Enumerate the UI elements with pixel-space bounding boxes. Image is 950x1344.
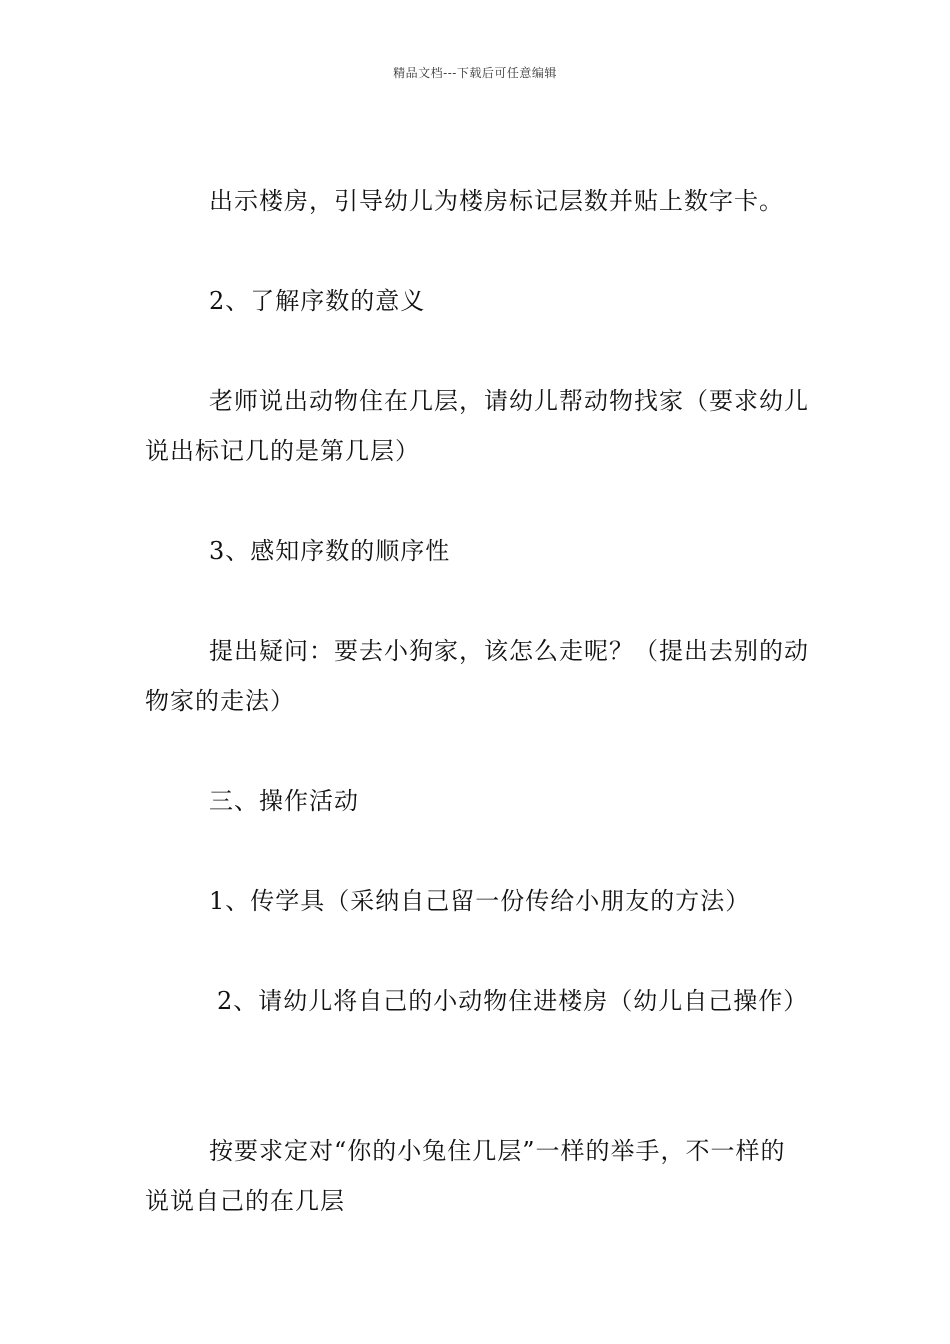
paragraph-2: 2、了解序数的意义 bbox=[209, 287, 426, 315]
page-header: 精品文档---下载后可任意编辑 bbox=[393, 66, 557, 80]
paragraph-5: 提出疑问：要去小狗家，该怎么走呢？（提出去别的动物家的走法） bbox=[145, 637, 809, 715]
paragraph-4: 3、感知序数的顺序性 bbox=[209, 537, 451, 565]
paragraph-8: 2、请幼儿将自己的小动物住进楼房（幼儿自己操作） bbox=[217, 987, 809, 1015]
paragraph-3: 老师说出动物住在几层，请幼儿帮动物找家（要求幼儿说出标记几的是第几层） bbox=[145, 387, 809, 465]
paragraph-9: 按要求定对“你的小兔住几层”一样的举手，不一样的说说自己的在几层 bbox=[145, 1137, 786, 1215]
paragraph-6: 三、操作活动 bbox=[209, 787, 359, 815]
paragraph-1: 出示楼房，引导幼儿为楼房标记层数并贴上数字卡。 bbox=[209, 187, 784, 215]
paragraph-7: 1、传学具（采纳自己留一份传给小朋友的方法） bbox=[209, 887, 751, 915]
